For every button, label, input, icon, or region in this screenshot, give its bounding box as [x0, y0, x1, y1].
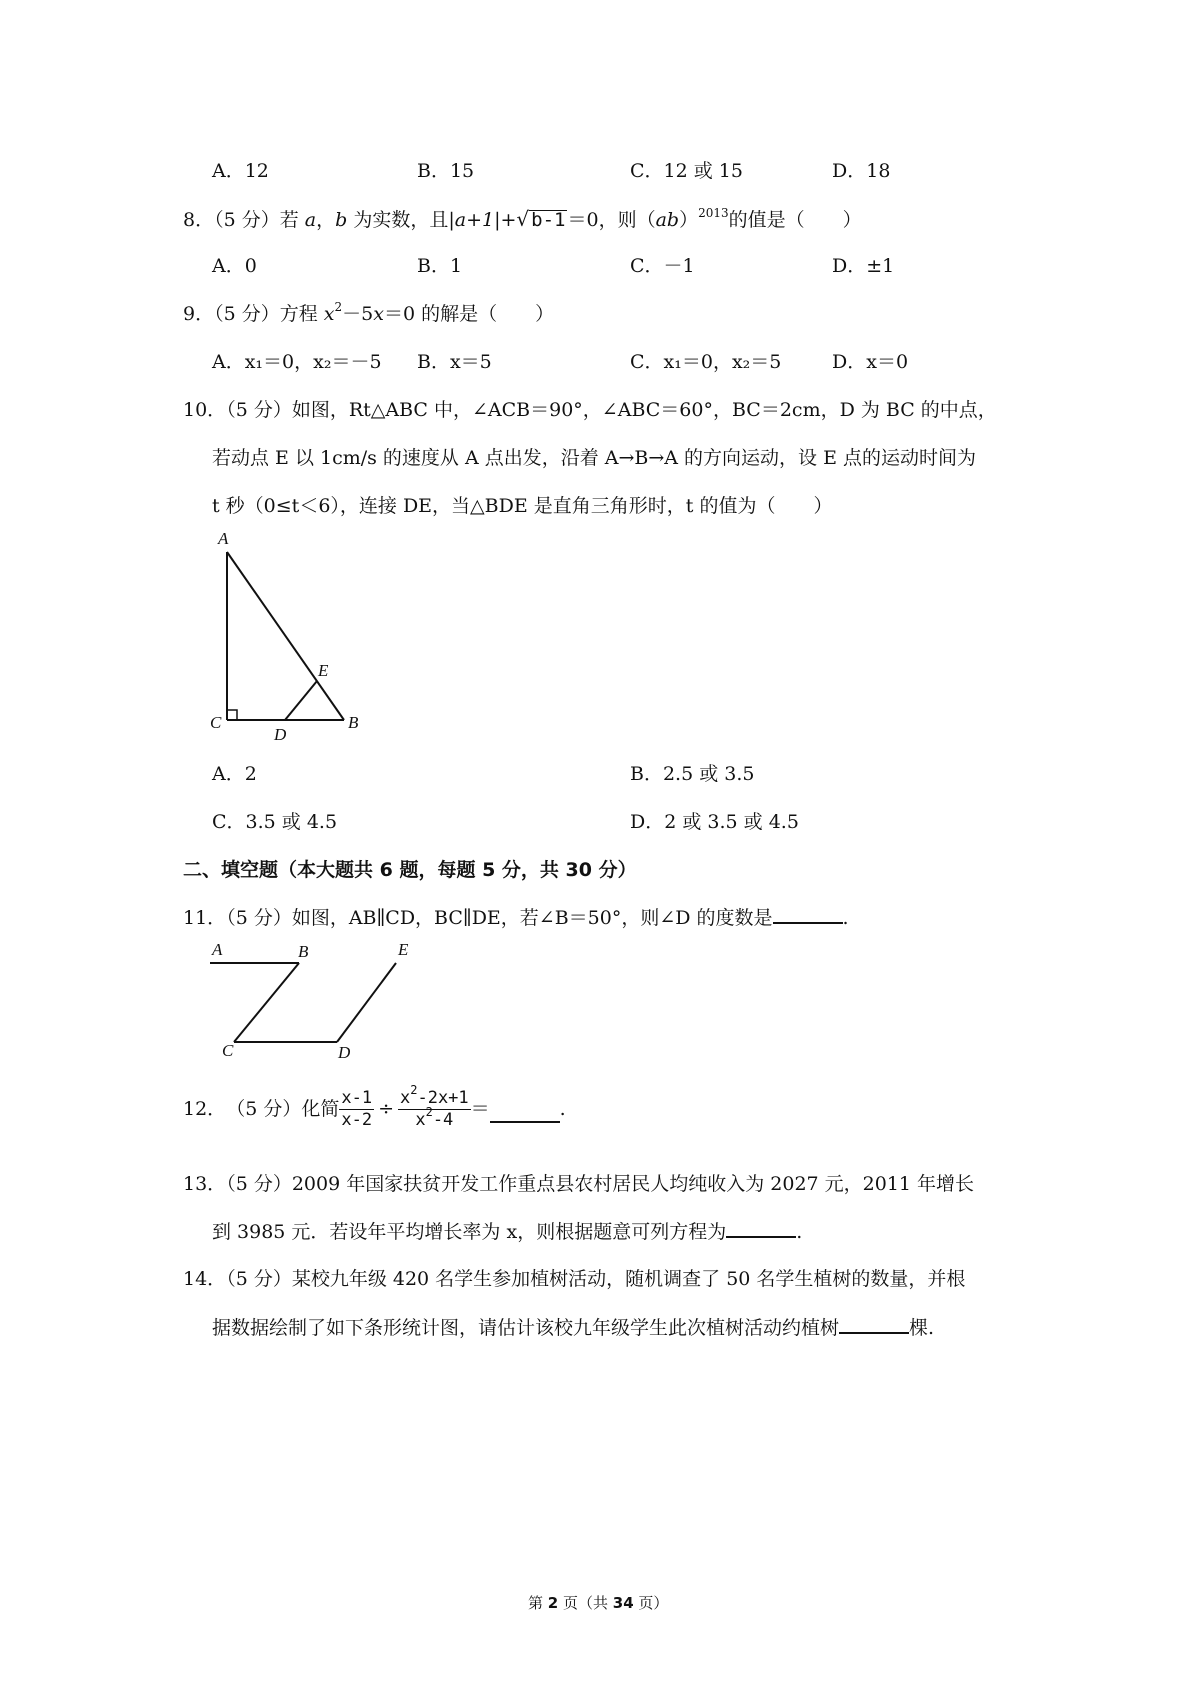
- label-a: A: [218, 530, 229, 548]
- q9-exponent: 2: [334, 300, 343, 314]
- q11-parallel-figure: [210, 935, 430, 1060]
- q8-option-a: A．0: [212, 255, 257, 277]
- fraction-2-numerator: [398, 1083, 471, 1110]
- q10-option-a: A．2: [212, 763, 257, 785]
- fraction-1-numerator: x-1: [341, 1088, 373, 1108]
- q8-stem: [183, 206, 862, 231]
- q10-option-d: D．2 或 3.5 或 4.5: [630, 811, 799, 833]
- q8-comma: ，: [316, 209, 336, 231]
- q11-score: （5 分）: [226, 907, 292, 929]
- f2-den-exp: 2: [425, 1105, 433, 1119]
- q9-score: （5 分）: [214, 303, 280, 325]
- q8-var-b: b: [335, 209, 348, 231]
- q14-number: 14．: [183, 1268, 227, 1290]
- q9-option-b: B．x＝5: [417, 351, 492, 373]
- q8-text-2: 为实数，且: [347, 209, 449, 231]
- q13-score: （5 分）: [226, 1173, 292, 1195]
- label-c: C: [210, 713, 222, 732]
- q9-var-x: x: [323, 303, 335, 325]
- f2-num-var: x: [399, 1088, 411, 1108]
- fraction-2: [398, 1083, 471, 1130]
- q11-stem: [183, 908, 849, 928]
- segment-de: [285, 681, 317, 720]
- q10-option-b: B．2.5 或 3.5: [630, 763, 755, 785]
- segment-bc: [234, 963, 299, 1042]
- q8-score: （5 分）: [214, 209, 280, 231]
- fraction-1: [339, 1090, 374, 1129]
- label-c: C: [222, 1041, 234, 1060]
- q10-text-1: 如图，Rt△ABC 中，∠ACB＝90°，∠ABC＝60°，BC＝2cm，D 为 BC 的中点，: [291, 399, 997, 421]
- q7-option-a: A．12: [212, 160, 269, 182]
- q9-text-2: －5: [342, 303, 374, 325]
- q8-number: 8．: [183, 209, 215, 231]
- footer-mid: 页（共: [558, 1594, 613, 1612]
- radical-sign: √: [516, 207, 530, 231]
- label-b: B: [298, 942, 309, 961]
- q11-end: .: [842, 907, 849, 929]
- q9-stem: [183, 300, 555, 325]
- page-footer: [528, 1596, 668, 1611]
- q10-option-c: C．3.5 或 4.5: [212, 811, 338, 833]
- q8-var-ab: ab: [655, 209, 680, 231]
- footer-page-number: 2: [547, 1594, 559, 1612]
- q11-answer-blank[interactable]: [773, 908, 843, 924]
- q13-line-1: [183, 1175, 974, 1194]
- label-e: E: [318, 661, 329, 680]
- q10-line-2: 若动点 E 以 1cm/s 的速度从 A 点出发，沿着 A→B→A 的方向运动，设 E 点的运动时间为: [212, 447, 977, 469]
- q8-text-5: 的值是（ ）: [728, 209, 862, 231]
- q13-text-1: 2009 年国家扶贫开发工作重点县农村居民人均纯收入为 2027 元，2011 年增长: [291, 1173, 975, 1195]
- right-angle-mark: [227, 710, 237, 720]
- f2-den-rest: -4: [432, 1110, 454, 1130]
- q9-option-d: D．x＝0: [832, 351, 909, 373]
- q14-line-2: [212, 1318, 934, 1338]
- q14-score: （5 分）: [226, 1268, 292, 1290]
- q13-number: 13．: [183, 1173, 227, 1195]
- q13-answer-blank[interactable]: [726, 1222, 796, 1238]
- q13-line-2: [212, 1222, 802, 1242]
- q11-number: 11．: [183, 907, 227, 929]
- q12-end: .: [559, 1098, 566, 1120]
- q10-number: 10．: [183, 399, 227, 421]
- divide-sign: ÷: [378, 1098, 394, 1120]
- q9-text: 方程: [279, 303, 324, 325]
- q12-number: 12．: [183, 1098, 227, 1120]
- q14-text-2: 据数据绘制了如下条形统计图，请估计该校九年级学生此次植树活动约植树: [212, 1317, 840, 1339]
- q8-option-c: C．－1: [630, 255, 695, 277]
- f2-num-exp: 2: [410, 1083, 418, 1097]
- q12-score: （5 分）: [226, 1098, 302, 1120]
- q14-end: 棵.: [909, 1317, 935, 1339]
- equals-sign: ＝: [470, 1098, 490, 1120]
- q10-score: （5 分）: [226, 399, 292, 421]
- q7-option-b: B．15: [417, 160, 475, 182]
- q9-text-3: ＝0 的解是（ ）: [383, 303, 555, 325]
- label-a: A: [212, 940, 223, 959]
- label-b: B: [348, 713, 359, 732]
- footer-total-pages: 34: [612, 1594, 634, 1612]
- f2-num-rest: -2x+1: [417, 1088, 469, 1108]
- q7-option-c: C．12 或 15: [630, 160, 743, 182]
- q13-text-2: 到 3985 元．若设年平均增长率为 x，则根据题意可列方程为: [212, 1221, 727, 1243]
- q8-abs-expression: |a+1|+: [448, 209, 517, 231]
- q9-option-c: C．x₁＝0，x₂＝5: [630, 351, 782, 373]
- q12-answer-blank[interactable]: [490, 1107, 560, 1123]
- q9-option-a: A．x₁＝0，x₂＝－5: [212, 351, 382, 373]
- q14-line-1: [183, 1270, 965, 1289]
- segment-de: [337, 963, 396, 1042]
- fraction-1-denominator: x-2: [341, 1110, 373, 1130]
- q14-text-1: 某校九年级 420 名学生参加植树活动，随机调查了 50 名学生植树的数量，并根: [291, 1268, 966, 1290]
- q10-line-1: [183, 401, 997, 420]
- q8-var-a: a: [304, 209, 317, 231]
- label-e: E: [398, 940, 409, 959]
- q12-stem: [183, 1083, 566, 1130]
- q12-text: 化简: [301, 1098, 340, 1120]
- q8-exponent: 2013: [698, 206, 729, 220]
- q8-text-3: ＝0，则（: [567, 209, 656, 231]
- q8-option-d: D．±1: [832, 255, 895, 277]
- q10-triangle-figure: [210, 530, 370, 745]
- q11-text: 如图，AB∥CD，BC∥DE，若∠B＝50°，则∠D 的度数是: [291, 907, 773, 929]
- section-2-title: 二、填空题（本大题共 6 题，每题 5 分，共 30 分）: [183, 859, 637, 881]
- f2-den-var: x: [415, 1110, 426, 1130]
- q8-sqrt-expression: b-1: [531, 209, 566, 231]
- q8-option-b: B．1: [417, 255, 463, 277]
- label-d: D: [274, 725, 287, 744]
- label-d: D: [338, 1043, 351, 1060]
- fraction-2-denominator: [413, 1105, 455, 1130]
- footer-post: 页）: [633, 1594, 669, 1612]
- q9-var-x-2: x: [373, 303, 384, 325]
- footer-pre: 第: [528, 1594, 548, 1612]
- q14-answer-blank[interactable]: [839, 1318, 909, 1334]
- q10-line-3: t 秒（0≤t＜6），连接 DE，当△BDE 是直角三角形时，t 的值为（ ）: [212, 495, 833, 517]
- q8-text: 若: [279, 209, 305, 231]
- q9-number: 9．: [183, 303, 215, 325]
- q13-end: .: [796, 1221, 803, 1243]
- edge-ab: [227, 552, 344, 720]
- q7-option-d: D．18: [832, 160, 891, 182]
- q8-text-4: ）: [679, 209, 699, 231]
